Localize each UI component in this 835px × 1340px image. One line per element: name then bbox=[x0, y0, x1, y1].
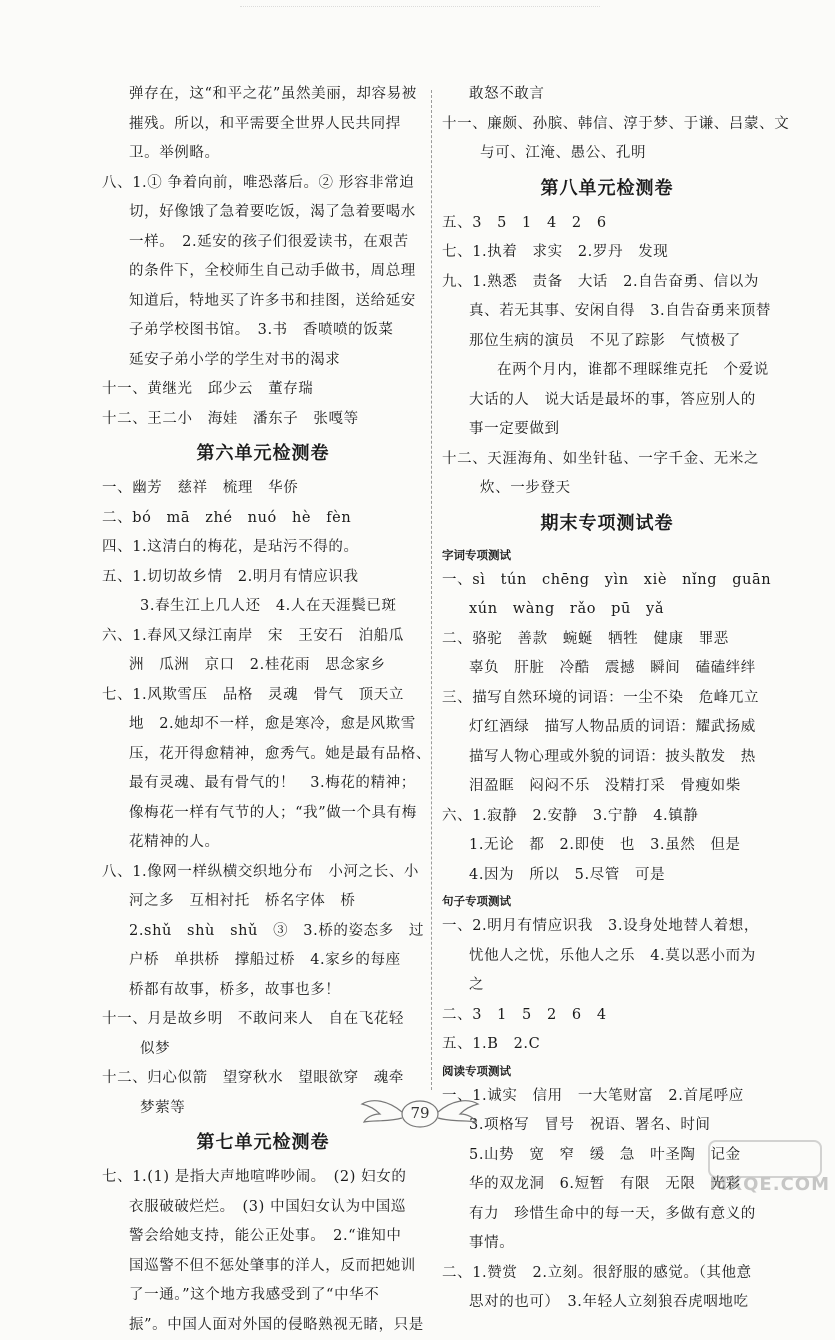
section-heading: 第六单元检测卷 bbox=[102, 434, 424, 474]
answer-line: 1.无论 都 2.即使 也 3.虽然 但是 bbox=[442, 831, 772, 861]
subsection-heading: 字词专项测试 bbox=[442, 544, 772, 566]
answer-line: 二、骆驼 善款 蜿蜒 牺牲 健康 罪恶 bbox=[442, 625, 772, 655]
answer-line: 炊、一步登天 bbox=[442, 474, 772, 504]
answer-line: 一、1.诚实 信用 一大笔财富 2.首尾呼应 bbox=[442, 1082, 772, 1112]
answer-line: 之 bbox=[442, 971, 772, 1001]
section-heading: 期末专项测试卷 bbox=[442, 504, 772, 544]
answer-line: 十二、归心似箭 望穿秋水 望眼欲穿 魂牵 bbox=[102, 1064, 424, 1094]
watermark-logo bbox=[700, 1140, 830, 1196]
answer-line: 大话的人 说大话是最坏的事，答应别人的 bbox=[442, 386, 772, 416]
subsection-heading: 句子专项测试 bbox=[442, 890, 772, 912]
answer-line: 二、1.赞赏 2.立刻。很舒服的感觉。（其他意 bbox=[442, 1259, 772, 1289]
answer-line: 一、2.明月有情应识我 3.设身处地替人着想， bbox=[442, 912, 772, 942]
answer-line: 灯红酒绿 描写人物品质的词语：耀武扬威 bbox=[442, 713, 772, 743]
answer-line: 梦萦等 bbox=[102, 1094, 424, 1124]
answer-line: 在两个月内，谁都不理睬维克托 个爱说 bbox=[442, 356, 772, 386]
answer-line: 描写人物心理或外貌的词语：披头散发 热 bbox=[442, 743, 772, 773]
answer-line: 3.项格写 冒号 祝语、署名、时间 bbox=[442, 1111, 772, 1141]
answer-line: 十二、王二小 海娃 潘东子 张嘎等 bbox=[102, 405, 424, 435]
answer-line: 敢怒不敢言 bbox=[442, 80, 772, 110]
answer-line: 弹存在，这“和平之花”虽然美丽，却容易被 bbox=[102, 80, 424, 110]
answer-line: 一、sì tún chēng yìn xiè nǐng guān bbox=[442, 566, 772, 596]
section-heading: 第八单元检测卷 bbox=[442, 169, 772, 209]
answer-line: 七、1.执着 求实 2.罗丹 发现 bbox=[442, 238, 772, 268]
answer-line: 花精神的人。 bbox=[102, 828, 424, 858]
answer-line: 十一、黄继光 邱少云 董存瑞 bbox=[102, 375, 424, 405]
answer-line: 3.春生江上几人还 4.人在天涯鬓已斑 bbox=[102, 592, 424, 622]
answer-line: xún wàng rǎo pū yǎ bbox=[442, 595, 772, 625]
answer-line: 五、3 5 1 4 2 6 bbox=[442, 209, 772, 239]
answer-line: 像梅花一样有气节的人；“我”做一个具有梅 bbox=[102, 799, 424, 829]
answer-line: 衣服破破烂烂。 (3) 中国妇女认为中国巡 bbox=[102, 1193, 424, 1223]
answer-line: 忧他人之忧，乐他人之乐 4.莫以恶小而为 bbox=[442, 942, 772, 972]
page-number: 79 bbox=[358, 1104, 482, 1122]
answer-line: 事情。 bbox=[442, 1229, 772, 1259]
answer-line: 七、1.(1) 是指大声地喧哗吵闹。 (2) 妇女的 bbox=[102, 1163, 424, 1193]
answer-line: 一、幽芳 慈祥 梳理 华侨 bbox=[102, 474, 424, 504]
answer-line: 警会给她支持，能公正处事。 2.“谁知中 bbox=[102, 1222, 424, 1252]
answer-line: 六、1.春风又绿江南岸 宋 王安石 泊船瓜 bbox=[102, 622, 424, 652]
answer-line: 六、1.寂静 2.安静 3.宁静 4.镇静 bbox=[442, 802, 772, 832]
answer-line: 国巡警不但不惩处肇事的洋人，反而把她训 bbox=[102, 1252, 424, 1282]
watermark-text: MXQE.COM bbox=[700, 1174, 830, 1195]
answer-line: 四、1.这清白的梅花，是玷污不得的。 bbox=[102, 533, 424, 563]
answer-line: 洲 瓜洲 京口 2.桂花雨 思念家乡 bbox=[102, 651, 424, 681]
answer-line: 振”。中国人面对外国的侵略熟视无睹，只是 bbox=[102, 1311, 424, 1340]
answer-line: 地 2.她却不一样，愈是寒冷，愈是风欺雪 bbox=[102, 710, 424, 740]
top-decoration bbox=[240, 6, 600, 15]
answer-line: 了一通。”这个地方我感受到了“中华不 bbox=[102, 1281, 424, 1311]
answer-line: 十一、廉颇、孙膑、韩信、淳于梦、于谦、吕蒙、文 bbox=[442, 110, 772, 140]
answer-line: 卫。举例略。 bbox=[102, 139, 424, 169]
answer-line: 辜负 肝脏 冷酷 震撼 瞬间 磕磕绊绊 bbox=[442, 654, 772, 684]
answer-line: 知道后，特地买了许多书和挂图，送给延安 bbox=[102, 287, 424, 317]
answer-line: 的条件下，全校师生自己动手做书，周总理 bbox=[102, 257, 424, 287]
answer-line: 七、1.风欺雪压 品格 灵魂 骨气 顶天立 bbox=[102, 681, 424, 711]
answer-line: 桥都有故事，桥多，故事也多！ bbox=[102, 976, 424, 1006]
answer-line: 二、3 1 5 2 6 4 bbox=[442, 1001, 772, 1031]
answer-line: 十二、天涯海角、如坐针毡、一字千金、无米之 bbox=[442, 445, 772, 475]
answer-line: 二、bó mā zhé nuó hè fèn bbox=[102, 504, 424, 534]
answer-line: 八、1.① 争着向前，唯恐落后。② 形容非常迫 bbox=[102, 169, 424, 199]
answer-line: 2.shǔ shù shǔ ③ 3.桥的姿态多 过 bbox=[102, 917, 424, 947]
answer-line: 八、1.像网一样纵横交织地分布 小河之长、小 bbox=[102, 858, 424, 888]
answer-line: 与可、江淹、愚公、孔明 bbox=[442, 139, 772, 169]
answer-line: 泪盈眶 闷闷不乐 没精打采 骨瘦如柴 bbox=[442, 772, 772, 802]
answer-line: 三、描写自然环境的词语：一尘不染 危峰兀立 bbox=[442, 684, 772, 714]
answer-line: 十一、月是故乡明 不敢问来人 自在飞花轻 bbox=[102, 1005, 424, 1035]
answer-line: 似梦 bbox=[102, 1035, 424, 1065]
answer-line: 一样。 2.延安的孩子们很爱读书，在艰苦 bbox=[102, 228, 424, 258]
answer-line: 有力 珍惜生命中的每一天，多做有意义的 bbox=[442, 1200, 772, 1230]
left-column bbox=[102, 80, 424, 1340]
answer-line: 真、若无其事、安闲自得 3.自告奋勇来顶替 bbox=[442, 297, 772, 327]
answer-line: 4.因为 所以 5.尽管 可是 bbox=[442, 861, 772, 891]
answer-line: 最有灵魂、最有骨气的！ 3.梅花的精神； bbox=[102, 769, 424, 799]
watermark-badge-icon bbox=[708, 1140, 822, 1178]
answer-line: 思对的也可） 3.年轻人立刻狼吞虎咽地吃 bbox=[442, 1288, 772, 1318]
answer-line: 九、1.熟悉 责备 大话 2.自告奋勇、信以为 bbox=[442, 268, 772, 298]
answer-line: 五、1.切切故乡情 2.明月有情应识我 bbox=[102, 563, 424, 593]
right-column bbox=[442, 80, 772, 1318]
subsection-heading: 阅读专项测试 bbox=[442, 1060, 772, 1082]
answer-line: 切，好像饿了急着要吃饭，渴了急着要喝水 bbox=[102, 198, 424, 228]
answer-line: 那位生病的演员 不见了踪影 气愤极了 bbox=[442, 327, 772, 357]
page-footer bbox=[358, 1092, 482, 1142]
answer-line: 压，花开得愈精神，愈秀气。她是最有品格、 bbox=[102, 740, 424, 770]
answer-line: 华的双龙洞 6.短暂 有限 无限 光彩 bbox=[442, 1170, 772, 1200]
answer-line: 五、1.B 2.C bbox=[442, 1030, 772, 1060]
answer-line: 户桥 单拱桥 撑船过桥 4.家乡的每座 bbox=[102, 946, 424, 976]
answer-line: 5.山势 宽 窄 缓 急 叶圣陶 记金 bbox=[442, 1141, 772, 1171]
answer-line: 子弟学校图书馆。 3.书 香喷喷的饭菜 bbox=[102, 316, 424, 346]
answer-line: 事一定要做到 bbox=[442, 415, 772, 445]
answer-line: 延安子弟小学的学生对书的渴求 bbox=[102, 346, 424, 376]
answer-line: 摧残。所以，和平需要全世界人民共同捍 bbox=[102, 110, 424, 140]
column-divider bbox=[431, 90, 432, 1090]
section-heading: 第七单元检测卷 bbox=[102, 1123, 424, 1163]
answer-line: 河之多 互相衬托 桥名字体 桥 bbox=[102, 887, 424, 917]
